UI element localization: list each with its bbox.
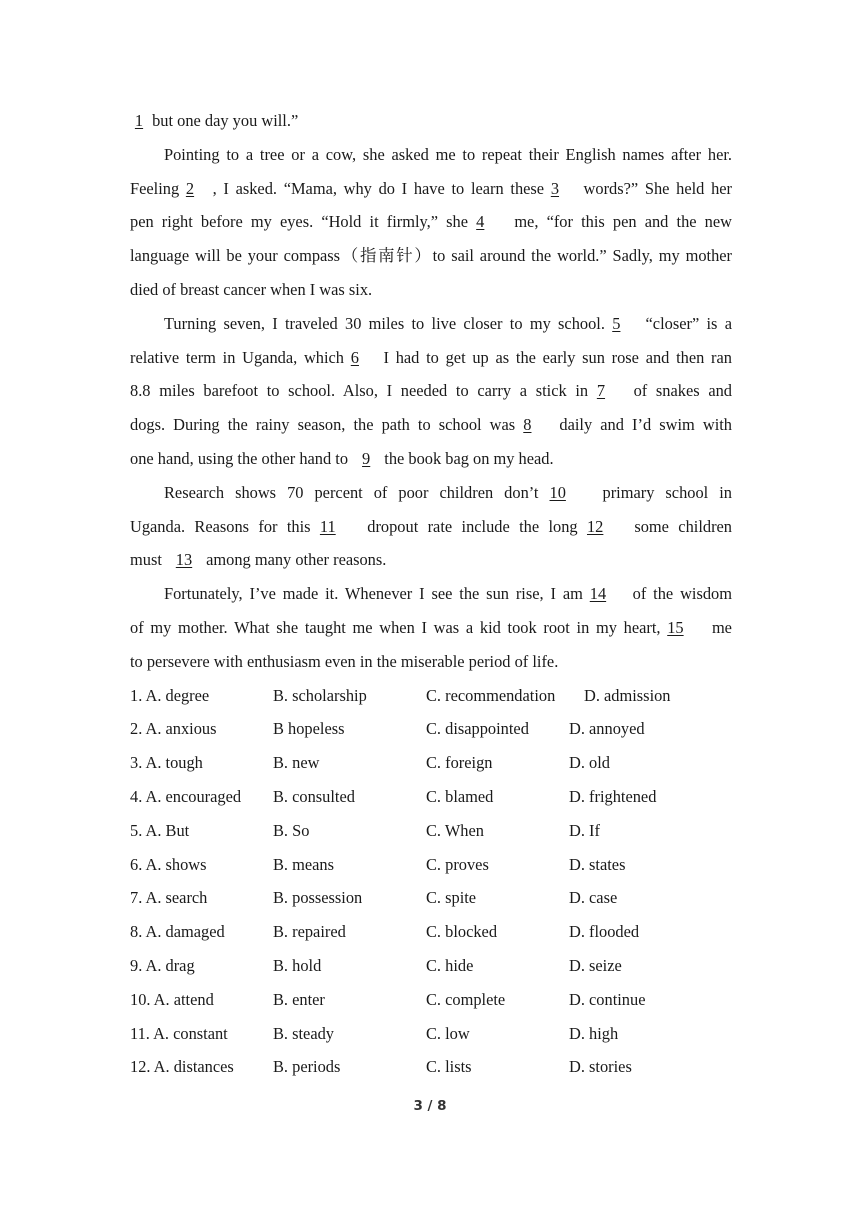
option-row [130,1050,732,1084]
passage-text: pen right before my eyes. “Hold it firmly,” she [130,212,469,232]
option-b: B. possession [273,888,363,908]
option-d: D. states [569,854,626,874]
option-a: 4. A. encouraged [130,786,242,806]
passage-text: language will be your compass（指南针）to sail around the world.” Sadly, my mother [130,246,732,266]
option-c: C. proves [426,854,489,874]
option-a: 3. A. tough [130,753,203,773]
option-b: B. scholarship [273,685,367,705]
option-b: B. consulted [273,786,355,806]
passage-line [130,341,732,375]
passage-text: dogs. During the rainy season, the path to school was [130,415,516,435]
answer-blank: 6 [350,347,359,367]
passage-line [130,577,732,611]
option-c: C. low [426,1023,470,1043]
answer-blank: 14 [589,584,607,604]
option-d: D. annoyed [569,719,645,739]
passage-text: of snakes and [633,381,732,401]
passage-line [130,307,732,341]
passage-text: relative term in Uganda, which [130,347,345,367]
option-a: 7. A. search [130,888,208,908]
passage-text: must [130,550,162,570]
answer-blank: 3 [550,178,560,198]
option-a: 1. A. degree [130,685,210,705]
option-c: C. recommendation [426,685,556,705]
option-a: 2. A. anxious [130,719,217,739]
answer-blank: 1 [134,111,144,130]
option-b: B. enter [273,989,325,1009]
passage-line [130,510,732,544]
passage-line [130,273,732,307]
option-b: B. hold [273,955,322,975]
option-b: B. periods [273,1057,341,1077]
option-a: 6. A. shows [130,854,207,874]
passage-text: , I asked. “Mama, why do I have to learn these [212,178,545,198]
passage-text: dropout rate include the long [367,516,578,536]
option-d: D. flooded [569,922,640,942]
option-c: C. When [426,820,484,840]
passage-text: “closer” is a [645,313,732,333]
option-row [130,679,732,713]
option-row [130,881,732,915]
option-b: B hopeless [273,719,345,739]
option-row [130,983,732,1017]
option-d: D. frightened [569,786,657,806]
option-row [130,915,732,949]
passage-text: Pointing to a tree or a cow, she asked me to repeat their English names after her. [164,144,732,164]
answer-blank: 9 [362,448,371,468]
passage-text: to persevere with enthusiasm even in the miserable period of life. [130,651,559,671]
passage-text: Turning seven, I traveled 30 miles to live closer to my school. [164,313,605,333]
option-c: C. complete [426,989,506,1009]
passage-text: me, “for this pen and the new [514,212,732,232]
passage-line [130,408,732,442]
passage-text: died of breast cancer when I was six. [130,279,373,299]
passage-line [130,645,732,679]
passage-line [130,205,732,239]
option-a: 5. A. But [130,820,190,840]
option-a: 11. A. constant [130,1023,228,1043]
option-row [130,814,732,848]
passage-line [130,138,732,172]
passage-text: primary school in [602,482,732,502]
passage-line [130,611,732,645]
answer-blank: 7 [596,381,606,401]
option-b: B. new [273,753,320,773]
option-d: D. seize [569,955,622,975]
passage-text: Feeling [130,178,180,198]
option-a: 12. A. distances [130,1057,234,1077]
answer-options [130,679,732,1085]
option-row [130,712,732,746]
answer-blank: 4 [476,212,485,232]
passage-line [130,239,732,273]
option-row [130,848,732,882]
passage-text: Uganda. Reasons for this [130,516,311,536]
option-c: C. disappointed [426,719,529,739]
option-b: B. repaired [273,922,346,942]
option-a: 10. A. attend [130,989,214,1009]
passage [130,104,732,1084]
option-b: B. So [273,820,310,840]
answer-blank: 8 [523,415,532,435]
option-row [130,949,732,983]
option-d: D. continue [569,989,646,1009]
passage-text: of my mother. What she taught me when I was a kid took root in my heart, [130,617,661,637]
passage-line [130,476,732,510]
passage-line [130,104,732,138]
passage-text: one hand, using the other hand to [130,448,349,468]
passage-text: Research shows 70 percent of poor children don’t [164,482,539,502]
answer-blank: 13 [175,550,193,570]
passage-text: but one day you will.” [152,111,299,130]
option-c: C. lists [426,1057,472,1077]
passage-text: me [711,617,732,637]
option-d: D. stories [569,1057,632,1077]
answer-blank: 10 [549,482,566,502]
option-d: D. old [569,753,610,773]
option-c: C. blamed [426,786,494,806]
option-b: B. steady [273,1023,335,1043]
option-d: D. high [569,1023,619,1043]
passage-text: 8.8 miles barefoot to school. Also, I needed to carry a stick in [130,381,589,401]
option-row [130,746,732,780]
option-a: 8. A. damaged [130,922,225,942]
option-b: B. means [273,854,335,874]
page-number: 3 / 8 [413,1098,447,1114]
option-d: D. case [569,888,618,908]
passage-line [130,374,732,408]
passage-text: I had to get up as the early sun rose and then ran [383,347,732,367]
answer-blank: 2 [185,178,195,198]
passage-text: daily and I’d swim with [559,415,732,435]
option-row [130,780,732,814]
passage-text: some children [634,516,732,536]
passage-line [130,172,732,206]
passage-line [130,442,732,476]
option-c: C. spite [426,888,477,908]
answer-blank: 12 [586,516,604,536]
passage-text: among many other reasons. [206,550,387,570]
passage-text: words?” She held her [583,178,732,198]
option-d: D. admission [584,685,671,705]
answer-blank: 5 [612,313,621,333]
passage-text: the book bag on my head. [384,448,554,468]
option-d: D. If [569,820,600,840]
option-row [130,1017,732,1051]
option-c: C. hide [426,955,474,975]
answer-blank: 11 [319,516,336,536]
option-a: 9. A. drag [130,955,195,975]
option-c: C. blocked [426,922,498,942]
option-c: C. foreign [426,753,493,773]
passage-line [130,543,732,577]
passage-text: Fortunately, I’ve made it. Whenever I see the sun rise, I am [164,584,583,604]
passage-text: of the wisdom [632,584,732,604]
answer-blank: 15 [667,617,684,637]
